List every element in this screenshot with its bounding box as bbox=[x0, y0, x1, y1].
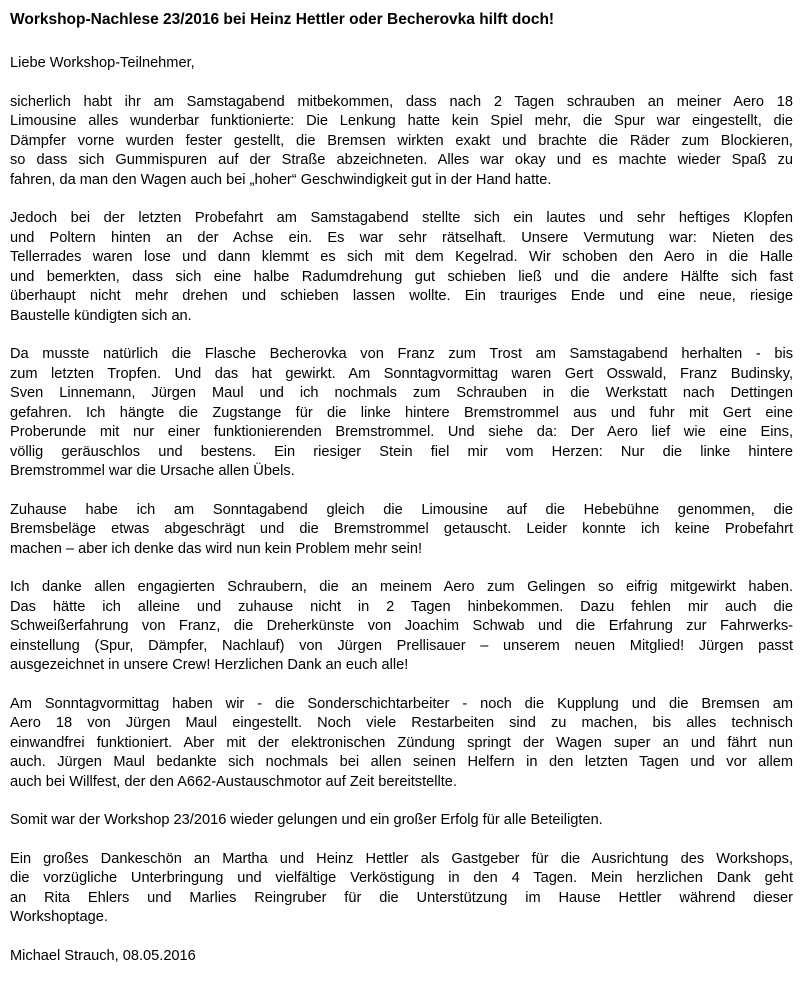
paragraphs bbox=[10, 93, 793, 928]
paragraph-line: und Poltern hinten an der Achse ein. Es war sehr rätselhaft. Unsere Vermutung war: Nieten des bbox=[10, 229, 793, 246]
paragraph-line: Bremsbeläge etwas abgeschrägt und die Bremstrommel getauscht. Leider konnte ich keine Probefahrt bbox=[10, 521, 793, 537]
paragraph-line: Ich danke allen engagierten Schraubern, die an meinem Aero zum Gelingen so eifrig mitgewirkt haben. bbox=[10, 579, 793, 595]
paragraph-line: einwandfrei funktioniert. Aber mit der elektronischen Zündung springt der Wagen super an und fährt nun bbox=[10, 734, 793, 751]
paragraph-line: ausgezeichnet in unsere Crew! Herzlichen Dank an euch alle! bbox=[10, 657, 409, 673]
paragraph-line: Zuhause habe ich am Sonntagabend gleich die Limousine auf die Hebebühne genommen, die bbox=[10, 501, 793, 518]
document-title: Workshop-Nachlese 23/2016 bei Heinz Hettler oder Becherovka hilft doch! bbox=[10, 11, 555, 28]
paragraph-line: Jedoch bei der letzten Probefahrt am Samstagabend stellte sich ein lautes und sehr heftiges Klopfen bbox=[10, 210, 793, 226]
paragraph-line: fahren, da man den Wagen auch bei „hoher“ Geschwindigkeit gut in der Hand hatte. bbox=[10, 171, 552, 188]
paragraph-line: Limousine alles wunderbar funktionierte: Die Lenkung hatte kein Spiel mehr, die Spur war eingestellt, die bbox=[10, 113, 793, 129]
paragraph-line: Ein großes Dankeschön an Martha und Heinz Hettler als Gastgeber für die Ausrichtung des Workshops, bbox=[10, 850, 793, 867]
paragraph-line: sicherlich habt ihr am Samstagabend mitbekommen, dass nach 2 Tagen schrauben an meiner Aero 18 bbox=[10, 93, 793, 110]
paragraph-line: Workshoptage. bbox=[10, 909, 108, 925]
paragraph-line: und bemerkten, dass sich eine halbe Radumdrehung gut schieben ließ und die andere Hälfte sich fast bbox=[10, 268, 793, 285]
paragraph-line: auch bei Willfest, der den A662-Austauschmotor auf Zeit bereitstellte. bbox=[10, 773, 457, 790]
paragraph-line: Das hätte ich alleine und zuhause nicht in 2 Tagen hinbekommen. Dazu fehlen mir auch die bbox=[10, 598, 793, 615]
paragraph bbox=[10, 345, 793, 482]
paragraph-line: Proberunde mit nur einer funktionierenden Bremstrommel. Und siehe da: Der Aero lief wie eine Eins, bbox=[10, 424, 793, 440]
paragraph-line: Bremstrommel war die Ursache allen Übels. bbox=[10, 463, 295, 479]
paragraph bbox=[10, 93, 793, 191]
salutation: Liebe Workshop-Teilnehmer, bbox=[10, 55, 195, 71]
paragraph-line: Schweißerfahrung von Franz, die Dreherkünste von Joachim Schwab und die Erfahrung zur Fahrwerks- bbox=[10, 618, 793, 634]
paragraph bbox=[10, 811, 793, 831]
signature-line: Michael Strauch, 08.05.2016 bbox=[10, 947, 196, 964]
paragraph bbox=[10, 501, 793, 560]
paragraph bbox=[10, 578, 793, 676]
paragraph-line: machen – aber ich denke das wird nun kein Problem mehr sein! bbox=[10, 540, 423, 557]
paragraph-line: gefahren. Ich hängte die Zugstange für die linke hintere Bremstrommel aus und fuhr mit Gert eine bbox=[10, 404, 793, 421]
paragraph-line: Da musste natürlich die Flasche Becherovka von Franz zum Trost am Samstagabend herhalten - bis bbox=[10, 346, 793, 362]
paragraph-line: so dass sich Gummispuren auf der Straße abzeichneten. Alles war okay und es machte wieder Spaß zu bbox=[10, 152, 793, 168]
paragraph-line: Tellerrades waren lose und dann klemmt es sich mit dem Kegelrad. Wir schoben den Aero in die Halle bbox=[10, 249, 793, 265]
paragraph-line: Somit war der Workshop 23/2016 wieder gelungen und ein großer Erfolg für alle Beteiligten. bbox=[10, 812, 603, 828]
paragraph-line: völlig geräuschlos und bestens. Ein riesiger Stein fiel mir vom Herzen: Nur die linke hintere bbox=[10, 443, 793, 460]
paragraph-line: Sven Linnemann, Jürgen Maul und ich nochmals zum Schrauben in die Werkstatt nach Dettingen bbox=[10, 385, 793, 401]
paragraph-line: Am Sonntagvormittag haben wir - die Sonderschichtarbeiter - noch die Kupplung und die Bremsen am bbox=[10, 695, 793, 712]
paragraph-line: auch. Jürgen Maul bedankte sich nochmals bei allen seinen Helfern in den letzten Tagen und vor allem bbox=[10, 754, 793, 770]
paragraph-line: Dämpfer vorne wurden fester gestellt, die Bremsen wirkten exakt und brachte die Räder zum Blockieren, bbox=[10, 132, 793, 149]
paragraph bbox=[10, 850, 793, 928]
paragraph bbox=[10, 695, 793, 793]
paragraph-line: an Rita Ehlers und Marlies Reingruber für die Unterstützung im Hause Hettler während dieser bbox=[10, 889, 793, 906]
paragraph-line: Baustelle kündigten sich an. bbox=[10, 307, 192, 324]
paragraph-line: Aero 18 von Jürgen Maul eingestellt. Noch viele Restarbeiten sind zu machen, bis alles technisch bbox=[10, 715, 793, 731]
paragraph-line: überhaupt nicht mehr drehen und schieben lassen wollte. Ein trauriges Ende und eine neue, riesige bbox=[10, 288, 793, 304]
paragraph bbox=[10, 209, 793, 326]
paragraph-line: zum letzten Tropfen. Und das hat gewirkt. Am Sonntagvormittag waren Gert Osswald, Franz Budinsky, bbox=[10, 365, 793, 382]
paragraph-line: einstellung (Spur, Dämpfer, Nachlauf) von Jürgen Prellisauer – unserem neuen Mitglied! Jürgen passt bbox=[10, 637, 793, 654]
paragraph-line: die vorzügliche Unterbringung und vielfältige Verköstigung in den 4 Tagen. Mein herzlichen Dank geht bbox=[10, 870, 793, 886]
